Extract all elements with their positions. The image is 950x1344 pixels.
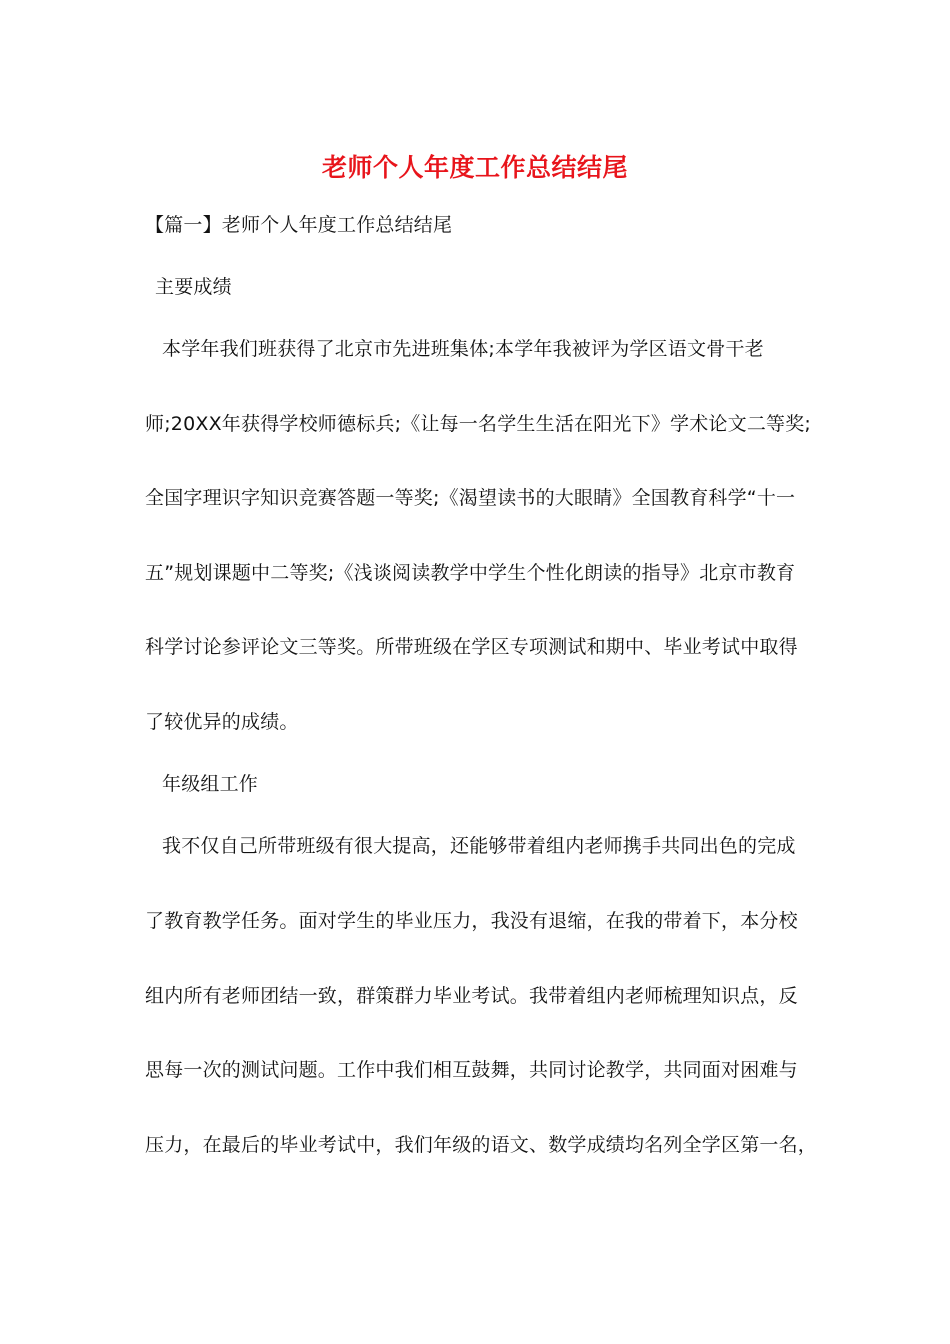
paragraph-line: 了教育教学任务。面对学生的毕业压力，我没有退缩，在我的带着下，本分校 xyxy=(145,910,798,932)
paragraph-line: 思每一次的测试问题。工作中我们相互鼓舞，共同讨论教学，共同面对困难与 xyxy=(145,1059,798,1081)
paragraph-line: 本学年我们班获得了北京市先进班集体;本学年我被评为学区语文骨干老 xyxy=(162,338,764,360)
paragraph-line: 师;20XX年获得学校师德标兵;《让每一名学生生活在阳光下》学术论文二等奖; xyxy=(145,413,812,435)
paragraph-line: 我不仅自己所带班级有很大提高，还能够带着组内老师携手共同出色的完成 xyxy=(162,835,796,857)
paragraph-line: 压力，在最后的毕业考试中，我们年级的语文、数学成绩均名列全学区第一名， xyxy=(145,1134,818,1156)
document-title: 老师个人年度工作总结结尾 xyxy=(321,153,628,182)
paragraph-line: 五”规划课题中二等奖;《浅谈阅读教学中学生个性化朗读的指导》北京市教育 xyxy=(145,562,796,584)
paragraph-line: 科学讨论参评论文三等奖。所带班级在学区专项测试和期中、毕业考试中取得 xyxy=(145,636,798,658)
subheading-grade-group-work: 年级组工作 xyxy=(162,773,259,795)
paragraph-line: 了较优异的成绩。 xyxy=(145,711,299,733)
paragraph-line: 全国字理识字知识竞赛答题一等奖;《渴望读书的大眼睛》全国教育科学“十一 xyxy=(145,487,796,509)
section-heading: 【篇一】老师个人年度工作总结结尾 xyxy=(145,214,453,236)
paragraph-line: 组内所有老师团结一致，群策群力毕业考试。我带着组内老师梳理知识点，反 xyxy=(145,985,798,1007)
subheading-main-achievements: 主要成绩 xyxy=(155,276,232,298)
